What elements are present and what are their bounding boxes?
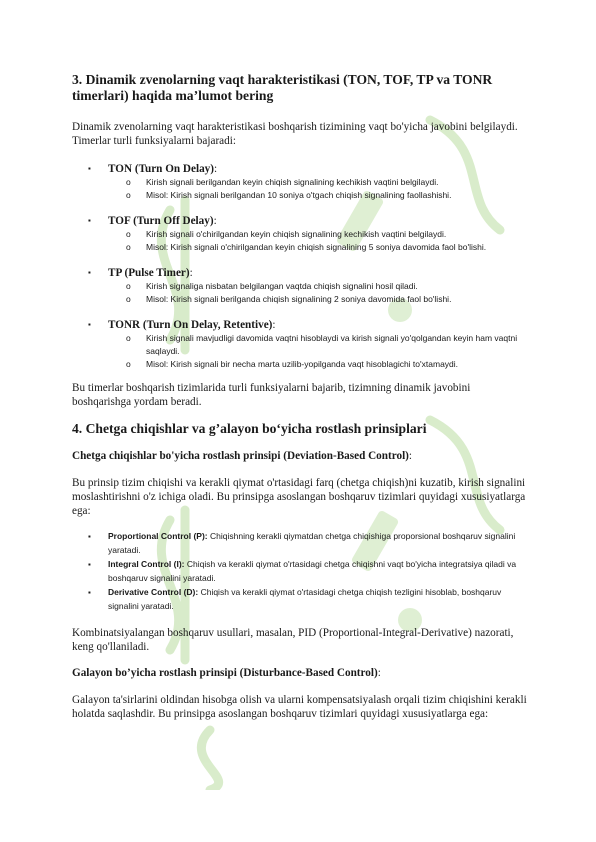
timer-item-tof: ▪ TOF (Turn Off Delay): o Kirish signali o'chirilgandan keyin chiqish signalining kechikish vaqtini belgilaydi. o Misol: Kirish signali o'chirilgandan keyin chiqish signalining 5 soniya davomida faol bo'lishi.	[72, 214, 527, 254]
timer-title: TONR (Turn On Delay, Retentive)	[108, 319, 273, 331]
pid-item-p: ▪ Proportional Control (P): Chiqishning kerakli qiymatdan chetga chiqishiga proporsional boshqaruv signalini yaratadi.	[72, 530, 527, 557]
pid-term: Integral Control (I):	[108, 559, 185, 569]
timer-detail: o Kirish signali o'chirilgandan keyin chiqish signalining kechikish vaqtini belgilaydi.	[108, 228, 527, 241]
timer-detail: o Kirish signali mavjudligi davomida vaqtni hisoblaydi va kirish signali yo'qolgandan keyin ham vaqtni saqlaydi.	[108, 332, 527, 358]
timer-sublist	[108, 280, 527, 306]
timer-list	[72, 162, 527, 371]
timer-detail: o Kirish signali berilgandan keyin chiqish signalining kechikish vaqtini belgilaydi.	[108, 176, 527, 189]
pid-term: Derivative Control (D):	[108, 587, 199, 597]
timer-sublist	[108, 228, 527, 254]
deviation-paragraph: Bu prinsip tizim chiqishi va kerakli qiymat o'rtasidagi farq (chetga chiqish)ni kuzatib, kirish signalini moslashtirishni o'z ichiga oladi. Bu prinsipga asoslangan boshqaruv tizimlari quyidagi xususiyatlarga ega:	[72, 477, 526, 517]
timer-sublist	[108, 332, 527, 371]
deviation-subheading: Chetga chiqishlar bo'yicha rostlash prinsipi (Deviation-Based Control):	[72, 450, 413, 462]
disturbance-paragraph: Galayon ta'sirlarini oldindan hisobga olish va ularni kompensatsiyalash orqali tizim chiqishini kerakli holatda saqlashdir. Bu prinsipga asoslangan boshqaruv tizimlari quyidagi xususiyatlarga ega:	[72, 694, 527, 720]
timer-sublist	[108, 176, 527, 202]
timer-detail: o Kirish signaliga nisbatan belgilangan vaqtda chiqish signalini hosil qiladi.	[108, 280, 527, 293]
section-3-heading: 3. Dinamik zvenolarning vaqt harakteristikasi (TON, TOF, TP va TONR timerlari) haqida ma’lumot bering	[72, 72, 493, 103]
timer-item-tp: ▪ TP (Pulse Timer): o Kirish signaliga nisbatan belgilangan vaqtda chiqish signalini hosil qiladi. o Misol: Kirish signali berilganda chiqish signalining 2 soniya davomida faol bo'lishi.	[72, 266, 527, 306]
section-4-heading: 4. Chetga chiqishlar va g’alayon bo‘yicha rostlash prinsiplari	[72, 421, 427, 436]
section-3-conclusion: Bu timerlar boshqarish tizimlarida turli funksiyalarni bajarib, tizimning dinamik javobini boshqarishga yordam beradi.	[72, 382, 471, 408]
timer-detail: o Misol: Kirish signali berilganda chiqish signalining 2 soniya davomida faol bo'lishi.	[108, 293, 527, 306]
timer-title: TP (Pulse Timer)	[108, 267, 190, 279]
timer-title: TON (Turn On Delay)	[108, 163, 214, 175]
timer-title: TOF (Turn Off Delay)	[108, 215, 214, 227]
disturbance-subheading: Galayon bo’yicha rostlash prinsipi (Disturbance-Based Control):	[72, 667, 381, 679]
pid-term: Proportional Control (P):	[108, 531, 208, 541]
document-body	[72, 72, 527, 721]
pid-list	[72, 530, 527, 613]
pid-item-d: ▪ Derivative Control (D): Chiqish va kerakli qiymat o'rtasidagi chetga chiqish tezligini hisoblab, boshqaruv signalini yaratadi.	[72, 586, 527, 613]
timer-item-ton: ▪ TON (Turn On Delay): o Kirish signali berilgandan keyin chiqish signalining kechikish vaqtini belgilaydi. o Misol: Kirish signali berilgandan 10 soniya o'tgach chiqish signalining faollashishi.	[72, 162, 527, 202]
pid-paragraph: Kombinatsiyalangan boshqaruv usullari, masalan, PID (Proportional-Integral-Derivative) nazorati, keng qo'llaniladi.	[72, 627, 514, 653]
section-3-intro: Dinamik zvenolarning vaqt harakteristikasi boshqarish tizimining vaqt bo'yicha javobini belgilaydi. Timerlar turli funksiyalarni bajaradi:	[72, 121, 518, 147]
timer-detail: o Misol: Kirish signali o'chirilgandan keyin chiqish signalining 5 soniya davomida faol bo'lishi.	[108, 241, 527, 254]
timer-detail: o Misol: Kirish signali berilgandan 10 soniya o'tgach chiqish signalining faollashishi.	[108, 189, 527, 202]
timer-item-tonr: ▪ TONR (Turn On Delay, Retentive): o Kirish signali mavjudligi davomida vaqtni hisoblaydi va kirish signali yo'qolgandan keyin ham vaqtni saqlaydi. o Misol: Kirish signali bir necha marta uzilib-yopilganda vaqt hisoblagichi to'xtamaydi.	[72, 318, 527, 371]
timer-detail: o Misol: Kirish signali bir necha marta uzilib-yopilganda vaqt hisoblagichi to'xtamaydi.	[108, 358, 527, 371]
pid-item-i: ▪ Integral Control (I): Chiqish va kerakli qiymat o'rtasidagi chetga chiqishni vaqt bo'yicha integratsiya qiladi va boshqaruv signalini yaratadi.	[72, 558, 527, 585]
